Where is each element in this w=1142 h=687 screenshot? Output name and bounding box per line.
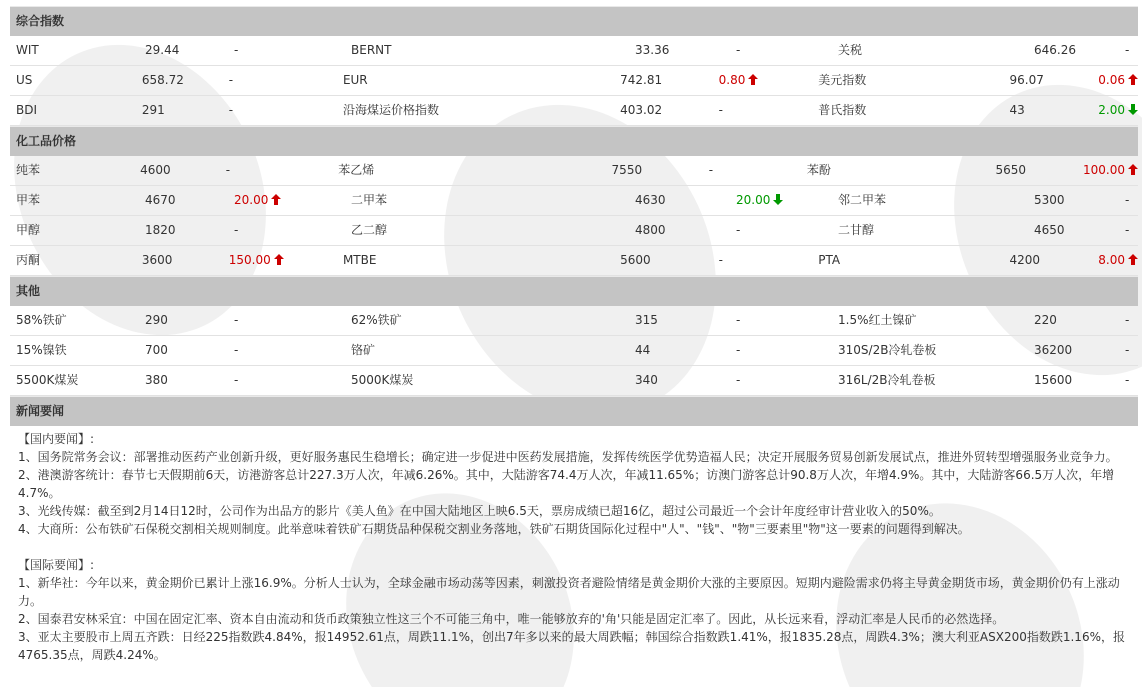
table-row: [10, 216, 1138, 246]
change-value: -: [1125, 223, 1130, 237]
change-value: -: [234, 373, 239, 387]
item-name: 普氏指数: [818, 103, 867, 117]
item-change: [1083, 156, 1138, 185]
item-name: MTBE: [342, 253, 377, 267]
item-value: 1820: [145, 223, 176, 237]
item-value: 33.36: [635, 43, 670, 57]
item-value: 43: [1009, 103, 1025, 117]
domestic-heading: 【国内要闻】:: [18, 432, 95, 446]
intl-item: 1、新华社：今年以来，黄金期价已累计上涨16.9%。分析人士认为，全球金融市场动荡等因素，刺激投资者避险情绪是黄金期价大涨的主要原因。短期内避险需求仍将主导黄金期货市场，黄金期价仍有上涨动力。: [18, 576, 1120, 608]
change-value: -: [1125, 193, 1130, 207]
change-value: 150.00: [228, 253, 271, 267]
item-name: 58%铁矿: [16, 313, 67, 327]
item-value: 646.26: [1034, 43, 1076, 57]
change-value: 0.06: [1098, 73, 1126, 87]
table-row: [10, 336, 1138, 366]
table-row: [10, 186, 1138, 216]
change-value: -: [708, 163, 714, 177]
item-name: 62%铁矿: [351, 313, 402, 327]
item-name: 邻二甲苯: [838, 193, 887, 207]
item-value: 291: [141, 103, 165, 117]
item-change: [234, 36, 351, 65]
item-name: 甲醇: [16, 223, 41, 237]
change-value: -: [736, 343, 741, 357]
news-header: 新闻要闻: [10, 396, 1138, 426]
table-row: [10, 366, 1138, 396]
item-name: 纯苯: [16, 163, 41, 177]
item-name: 铬矿: [351, 343, 376, 357]
item-change: [229, 246, 343, 275]
item-change: [736, 336, 838, 365]
change-value: 8.00: [1098, 253, 1126, 267]
item-name: 苯酚: [806, 163, 831, 177]
intl-item: 2、国泰君安林采宜：中国在固定汇率、资本自由流动和货币政策独立性这三个不可能三角中，唯一能够放弃的'角'只能是固定汇率了。因此，从长远来看，浮动汇率是人民币的必然选择。: [18, 612, 1005, 626]
arrow-down-icon: [773, 194, 783, 205]
item-value: 315: [635, 313, 658, 327]
change-value: -: [1125, 343, 1130, 357]
news-body: [10, 426, 1138, 664]
item-name: 二甘醇: [838, 223, 875, 237]
item-change: [229, 96, 343, 125]
item-change: [1098, 96, 1138, 125]
item-value: 5650: [995, 163, 1026, 177]
item-change: [1098, 66, 1138, 95]
item-value: 4630: [635, 193, 666, 207]
item-change: [234, 366, 351, 395]
item-change: [1125, 336, 1138, 365]
change-value: 0.80: [718, 73, 746, 87]
item-change: [736, 36, 838, 65]
table-row: [10, 306, 1138, 336]
change-value: -: [228, 73, 234, 87]
item-value: 4800: [635, 223, 666, 237]
item-name: 316L/2B冷轧卷板: [838, 373, 936, 387]
item-value: 4670: [145, 193, 176, 207]
item-value: 742.81: [620, 73, 663, 87]
item-change: [736, 366, 838, 395]
arrow-up-icon: [271, 194, 281, 205]
item-value: 29.44: [145, 43, 180, 57]
item-change: [1125, 306, 1138, 335]
item-value: 290: [145, 313, 168, 327]
item-value: 5600: [620, 253, 651, 267]
arrow-down-icon: [1128, 104, 1138, 115]
change-value: -: [736, 373, 741, 387]
item-value: 380: [145, 373, 168, 387]
item-change: [1125, 216, 1138, 245]
item-change: [226, 156, 339, 185]
change-value: 2.00: [1098, 103, 1126, 117]
domestic-item: 3、光线传媒：截至到2月14日12时，公司作为出品方的影片《美人鱼》在中国大陆地区上映6.5天，票房成绩已超16亿，超过公司最近一个会计年度经审计营业收入的50%。: [18, 504, 941, 518]
item-change: [719, 246, 819, 275]
arrow-up-icon: [1128, 254, 1138, 265]
item-value: 658.72: [141, 73, 184, 87]
change-value: 20.00: [234, 193, 269, 207]
item-name: 5000K煤炭: [351, 373, 414, 387]
market-tables: [10, 6, 1138, 396]
item-value: 44: [635, 343, 651, 357]
item-name: PTA: [818, 253, 841, 267]
item-change: [229, 66, 343, 95]
item-change: [719, 96, 819, 125]
change-value: -: [234, 313, 239, 327]
change-value: -: [234, 343, 239, 357]
item-name: 沿海煤运价格指数: [342, 103, 439, 117]
item-change: [234, 306, 351, 335]
intl-heading: 【国际要闻】:: [18, 558, 95, 572]
item-name: 15%镍铁: [16, 343, 67, 357]
change-value: -: [1125, 373, 1130, 387]
item-change: [736, 216, 838, 245]
item-name: EUR: [342, 73, 368, 87]
change-value: -: [718, 103, 723, 117]
item-change: [1098, 246, 1138, 275]
item-name: 关税: [838, 43, 863, 57]
arrow-up-icon: [1128, 74, 1138, 85]
table-row: [10, 246, 1138, 276]
item-change: [1125, 186, 1138, 215]
arrow-up-icon: [274, 254, 284, 265]
item-change: [736, 306, 838, 335]
table-row: [10, 36, 1138, 66]
item-name: 310S/2B冷轧卷板: [838, 343, 937, 357]
item-value: 220: [1034, 313, 1057, 327]
item-value: 96.07: [1009, 73, 1044, 87]
item-change: [234, 186, 351, 215]
item-value: 5300: [1034, 193, 1065, 207]
item-value: 4200: [1009, 253, 1041, 267]
item-value: 4650: [1034, 223, 1065, 237]
item-change: [234, 216, 351, 245]
item-value: 7550: [611, 163, 643, 177]
item-name: WIT: [16, 43, 39, 57]
change-value: -: [234, 43, 239, 57]
item-name: BDI: [16, 103, 38, 117]
item-value: 340: [635, 373, 658, 387]
intl-item: 3、亚太主要股市上周五齐跌：日经225指数跌4.84%，报14952.61点，周跌11.1%，创出7年多以来的最大周跌幅；韩国综合指数跌1.41%，报1835.28点，周跌4.3%；澳大利亚ASX200指数跌1.16%，报4765.35点，周跌4.24%。: [18, 630, 1125, 662]
item-value: 3600: [141, 253, 173, 267]
item-name: 苯乙烯: [338, 163, 375, 177]
domestic-item: 4、大商所：公布铁矿石保税交割相关规则制度。此举意味着铁矿石期货品种保税交割业务落地，铁矿石期货国际化过程中"人"、"钱"、"物"三要素里"物"这一要素的问题得到解决。: [18, 522, 970, 536]
item-change: [1125, 366, 1138, 395]
item-value: 36200: [1034, 343, 1073, 357]
table-row: [10, 66, 1138, 96]
item-change: [736, 186, 838, 215]
item-name: 二甲苯: [351, 193, 388, 207]
change-value: -: [228, 103, 234, 117]
item-name: 美元指数: [818, 73, 867, 87]
section-header: 化工品价格: [10, 126, 1138, 156]
change-value: 100.00: [1082, 163, 1125, 177]
item-name: US: [16, 73, 33, 87]
item-value: 15600: [1034, 373, 1073, 387]
arrow-up-icon: [748, 74, 758, 85]
item-change: [719, 66, 819, 95]
section-header: 综合指数: [10, 6, 1138, 36]
item-name: 丙酮: [16, 253, 41, 267]
item-change: [709, 156, 807, 185]
table-row: [10, 96, 1138, 126]
domestic-item: 1、国务院常务会议：部署推动医药产业创新升级，更好服务惠民生稳增长；确定进一步促进中医药发展措施，发挥传统医学优势造福人民；决定开展服务贸易创新发展试点，推进外贸转型增强服务业竞争力。: [18, 450, 1118, 464]
item-name: 5500K煤炭: [16, 373, 79, 387]
item-value: 403.02: [620, 103, 663, 117]
item-value: 4600: [140, 163, 171, 177]
change-value: -: [1125, 43, 1130, 57]
change-value: -: [736, 223, 741, 237]
item-value: 700: [145, 343, 168, 357]
item-change: [234, 336, 351, 365]
change-value: -: [234, 223, 239, 237]
change-value: 20.00: [736, 193, 771, 207]
item-name: 乙二醇: [351, 223, 388, 237]
arrow-up-icon: [1128, 164, 1138, 175]
domestic-item: 2、港澳游客统计：春节七天假期前6天，访港游客总计227.3万人次，年减6.26%。其中，大陆游客74.4万人次，年减11.65%；访澳门游客总计90.8万人次，年增4.9%。其中，大陆游客66.5万人次，年增4.7%。: [18, 468, 1115, 500]
item-change: [1125, 36, 1138, 65]
item-name: 1.5%红土镍矿: [838, 313, 917, 327]
table-row: [10, 156, 1138, 186]
section-header: 其他: [10, 276, 1138, 306]
change-value: -: [718, 253, 723, 267]
item-name: BERNT: [351, 43, 392, 57]
item-name: 甲苯: [16, 193, 41, 207]
change-value: -: [736, 43, 741, 57]
change-value: -: [736, 313, 741, 327]
change-value: -: [225, 163, 231, 177]
change-value: -: [1125, 313, 1130, 327]
